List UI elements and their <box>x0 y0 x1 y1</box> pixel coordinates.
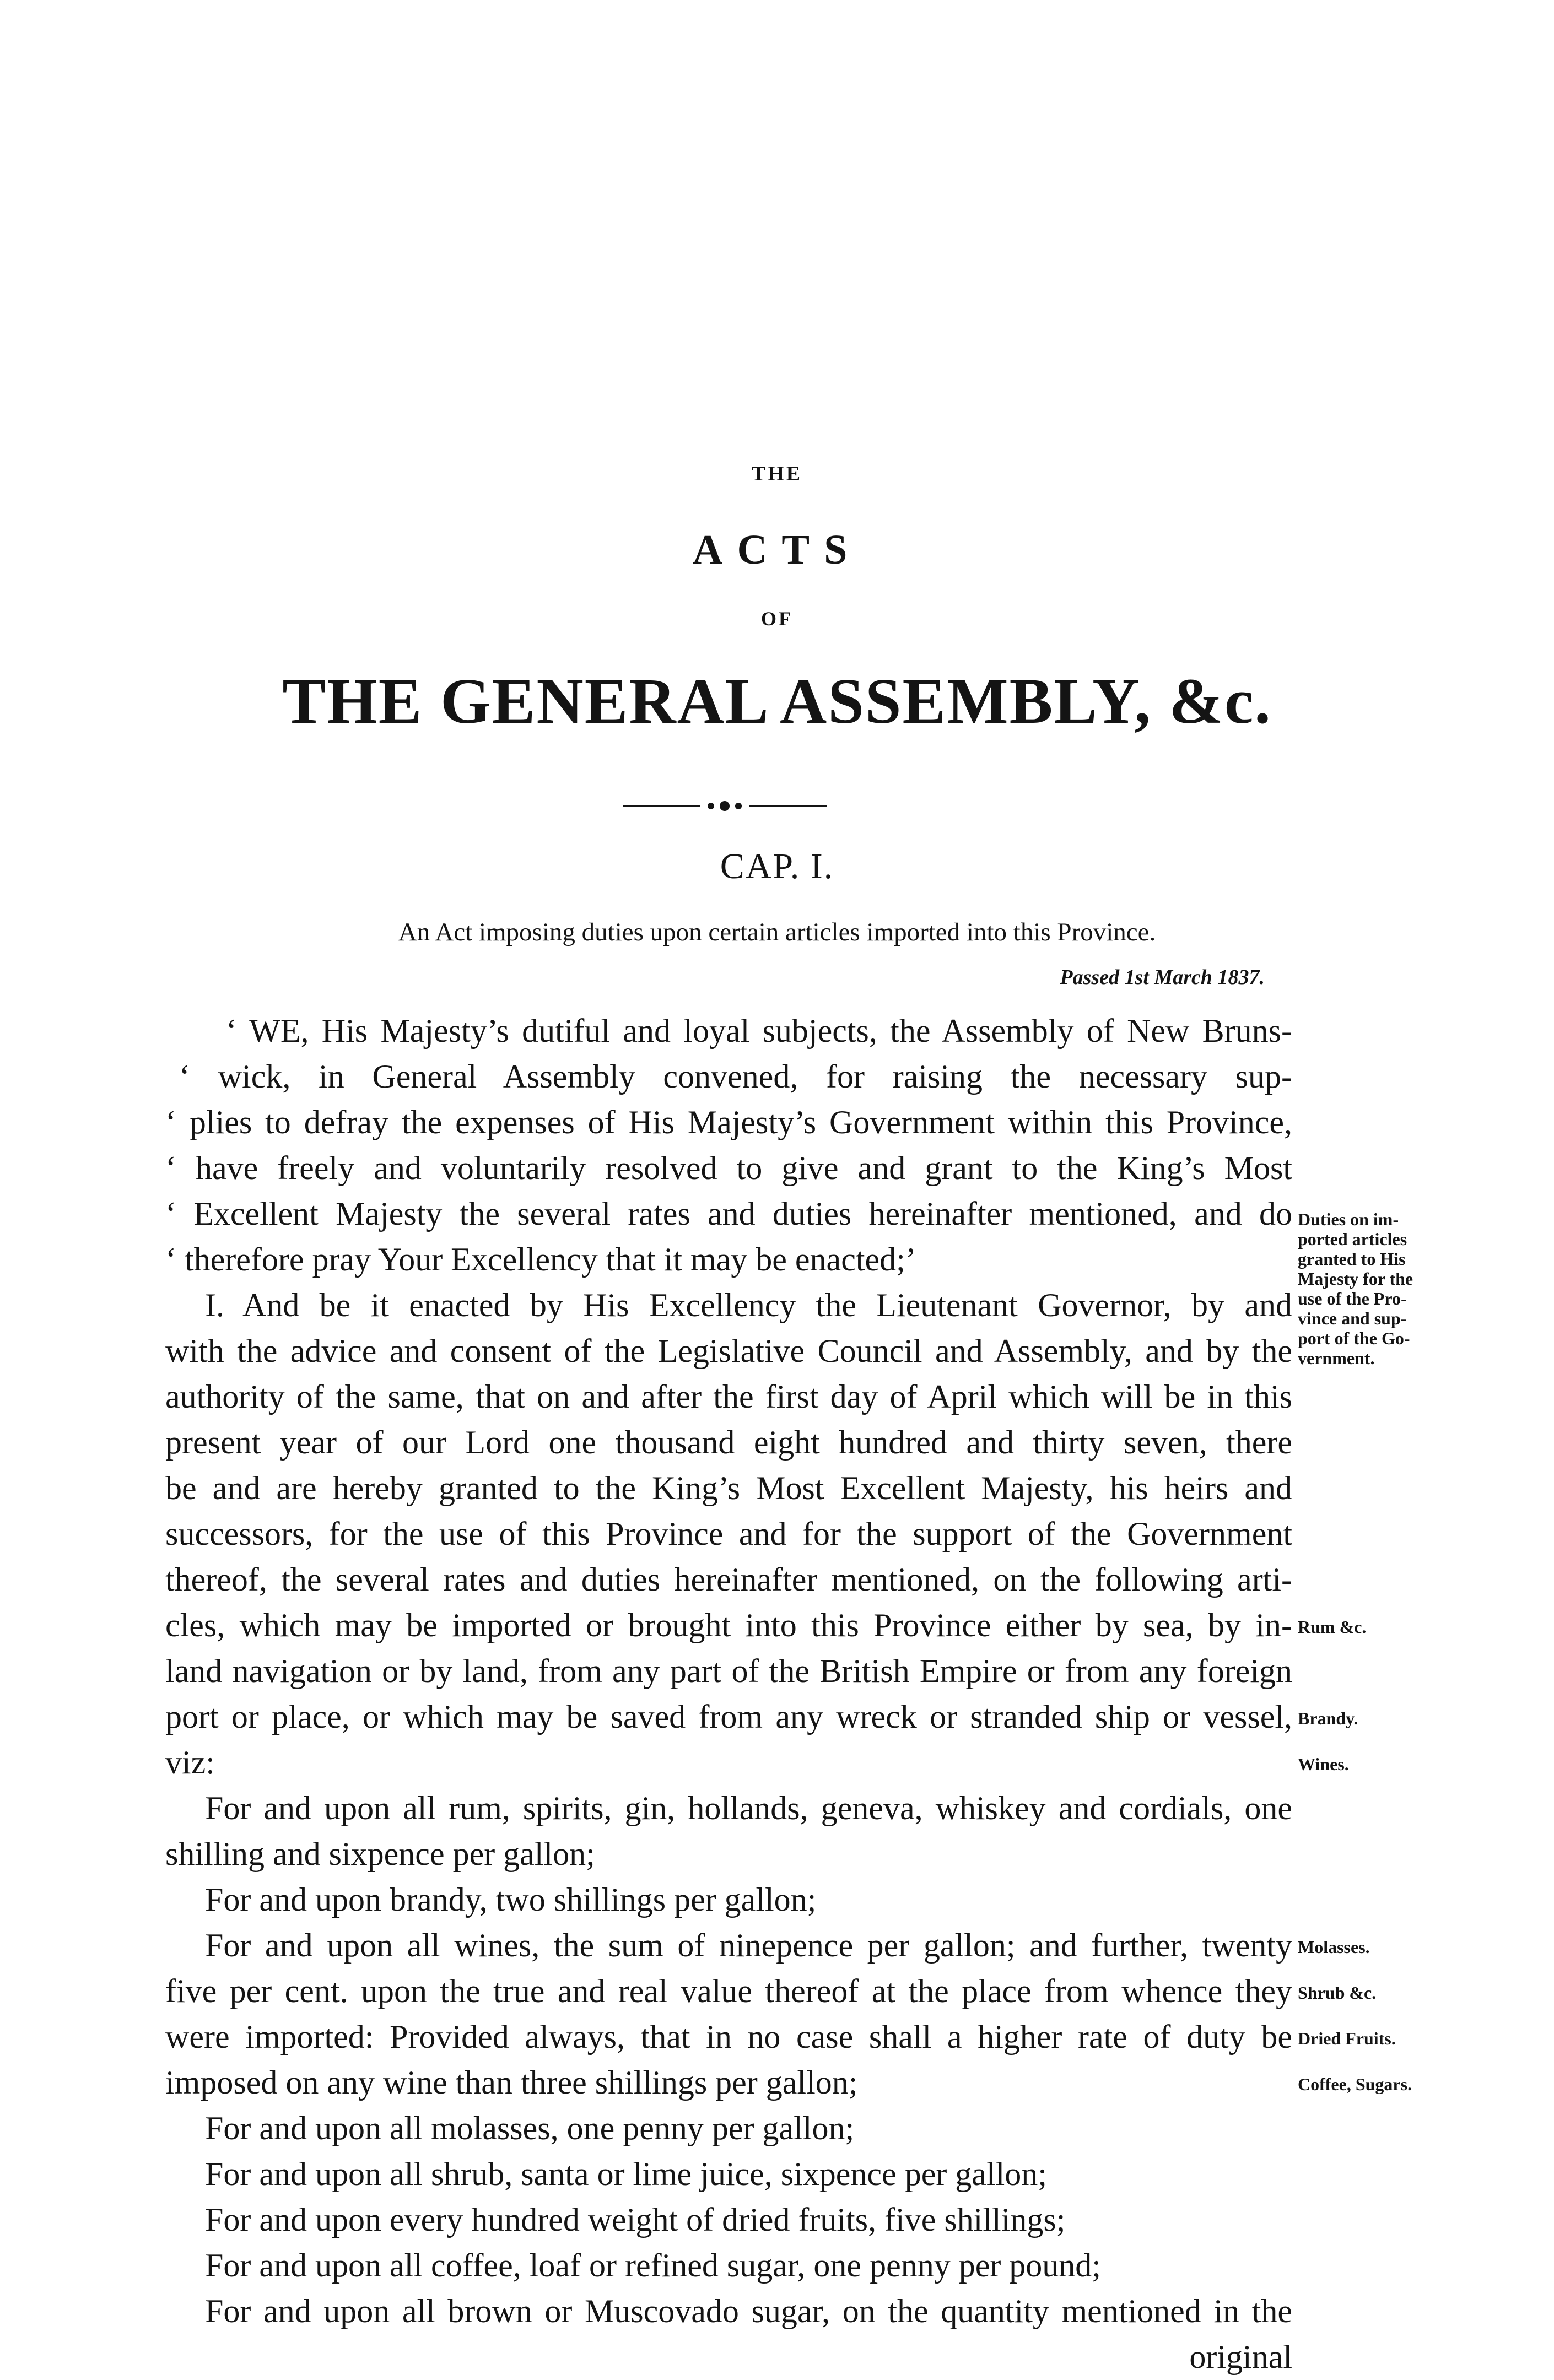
duty-line: were imported: Provided always, that in no case shall a higher rate of duty be <box>165 2019 1292 2055</box>
margin-note-dried-fruits: Dried Fruits. <box>1298 2029 1396 2048</box>
passed-date: Passed 1st March 1837. <box>1060 966 1265 989</box>
margin-note-rum: Rum &c. <box>1298 1617 1367 1637</box>
duty-brown-sugar <box>165 2289 1292 2334</box>
margin-note-line: use of the Pro- <box>1298 1289 1407 1308</box>
section-line: be and are hereby granted to the King’s Most Excellent Majesty, his heirs and <box>165 1470 1292 1506</box>
heading-of: OF <box>761 608 793 630</box>
margin-note-line: port of the Go- <box>1298 1328 1410 1348</box>
duty-line: For and upon brandy, two shillings per gallon; <box>205 1881 817 1918</box>
heading-the: THE <box>751 462 803 485</box>
duty-shrub <box>165 2151 1292 2197</box>
margin-note-shrub: Shrub &c. <box>1298 1983 1377 2003</box>
act-subtitle: An Act imposing duties upon certain articles imported into this Province. <box>398 918 1156 946</box>
act-body <box>165 1008 1292 2380</box>
ornament-rule-icon <box>623 798 827 814</box>
duty-line: For and upon all molasses, one penny per gallon; <box>205 2110 855 2146</box>
duty-line: For and upon all shrub, santa or lime juice, sixpence per gallon; <box>205 2156 1047 2192</box>
duty-coffee <box>165 2243 1292 2289</box>
duty-line: For and upon every hundred weight of dried fruits, five shillings; <box>205 2202 1066 2238</box>
duty-brandy <box>165 1877 1292 1923</box>
section-line: successors, for the use of this Province and for the support of the Government <box>165 1516 1292 1552</box>
heading-acts: ACTS <box>692 527 862 573</box>
preamble-line: ‘ therefore pray Your Excellency that it may be enacted;’ <box>165 1241 916 1278</box>
section-line: viz: <box>165 1744 215 1781</box>
preamble-line: ‘ have freely and voluntarily resolved to give and grant to the King’s Most <box>165 1150 1292 1186</box>
section-line: port or place, or which may be saved from any wreck or stranded ship or vessel, <box>165 1699 1292 1735</box>
duty-line: For and upon all rum, spirits, gin, hollands, geneva, whiskey and cordials, one <box>205 1790 1292 1826</box>
section-line: I. And be it enacted by His Excellency the Lieutenant Governor, by and <box>205 1287 1292 1323</box>
margin-note-line: Duties on im- <box>1298 1209 1399 1229</box>
margin-note-brandy: Brandy. <box>1298 1708 1358 1728</box>
duty-line: imposed on any wine than three shillings per gallon; <box>165 2064 858 2101</box>
duty-molasses <box>165 2106 1292 2151</box>
section-line: with the advice and consent of the Legislative Council and Assembly, and by the <box>165 1333 1292 1369</box>
section-1 <box>165 1283 1292 1786</box>
duty-wines <box>165 1923 1292 2106</box>
catchword: original <box>1189 2339 1292 2375</box>
margin-note-line: ported articles <box>1298 1229 1407 1249</box>
section-line: present year of our Lord one thousand eight hundred and thirty seven, there <box>165 1424 1292 1461</box>
section-line: land navigation or by land, from any part of the British Empire or from any foreign <box>165 1653 1292 1689</box>
heading-general-assembly: THE GENERAL ASSEMBLY, &c. <box>282 665 1272 737</box>
preamble-line: ‘ plies to defray the expenses of His Majesty’s Government within this Province, <box>165 1104 1292 1140</box>
duty-line: For and upon all wines, the sum of ninepence per gallon; and further, twenty <box>205 1927 1292 1964</box>
duty-line: For and upon all brown or Muscovado sugar, on the quantity mentioned in the <box>205 2293 1292 2329</box>
section-line: thereof, the several rates and duties hereinafter mentioned, on the following arti- <box>165 1561 1292 1598</box>
section-line: cles, which may be imported or brought into this Province either by sea, by in- <box>165 1607 1292 1643</box>
margin-note-line: vernment. <box>1298 1348 1375 1368</box>
duty-line: five per cent. upon the true and real value thereof at the place from whence they <box>165 1973 1292 2009</box>
margin-note-duties <box>1298 1209 1433 1368</box>
chapter-heading: CAP. I. <box>720 846 834 886</box>
duty-dried-fruits <box>165 2197 1292 2243</box>
preamble <box>165 1008 1292 1283</box>
preamble-line: ‘ wick, in General Assembly convened, for raising the necessary sup- <box>179 1058 1292 1095</box>
duty-line: For and upon all coffee, loaf or refined sugar, one penny per pound; <box>205 2247 1101 2284</box>
margin-note-line: granted to His <box>1298 1249 1406 1269</box>
margin-note-line: vince and sup- <box>1298 1308 1407 1328</box>
margin-note-line: Majesty for the <box>1298 1269 1413 1289</box>
preamble-line: ‘ Excellent Majesty the several rates and duties hereinafter mentioned, and do <box>165 1196 1292 1232</box>
margin-note-molasses: Molasses. <box>1298 1937 1370 1957</box>
margin-note-wines: Wines. <box>1298 1754 1349 1774</box>
margin-note-coffee: Coffee, Sugars. <box>1298 2074 1412 2094</box>
duty-line: shilling and sixpence per gallon; <box>165 1836 595 1872</box>
preamble-line: ‘ WE, His Majesty’s dutiful and loyal subjects, the Assembly of New Bruns- <box>226 1013 1292 1049</box>
section-line: authority of the same, that on and after the first day of April which will be in this <box>165 1378 1292 1415</box>
duty-rum <box>165 1786 1292 1877</box>
